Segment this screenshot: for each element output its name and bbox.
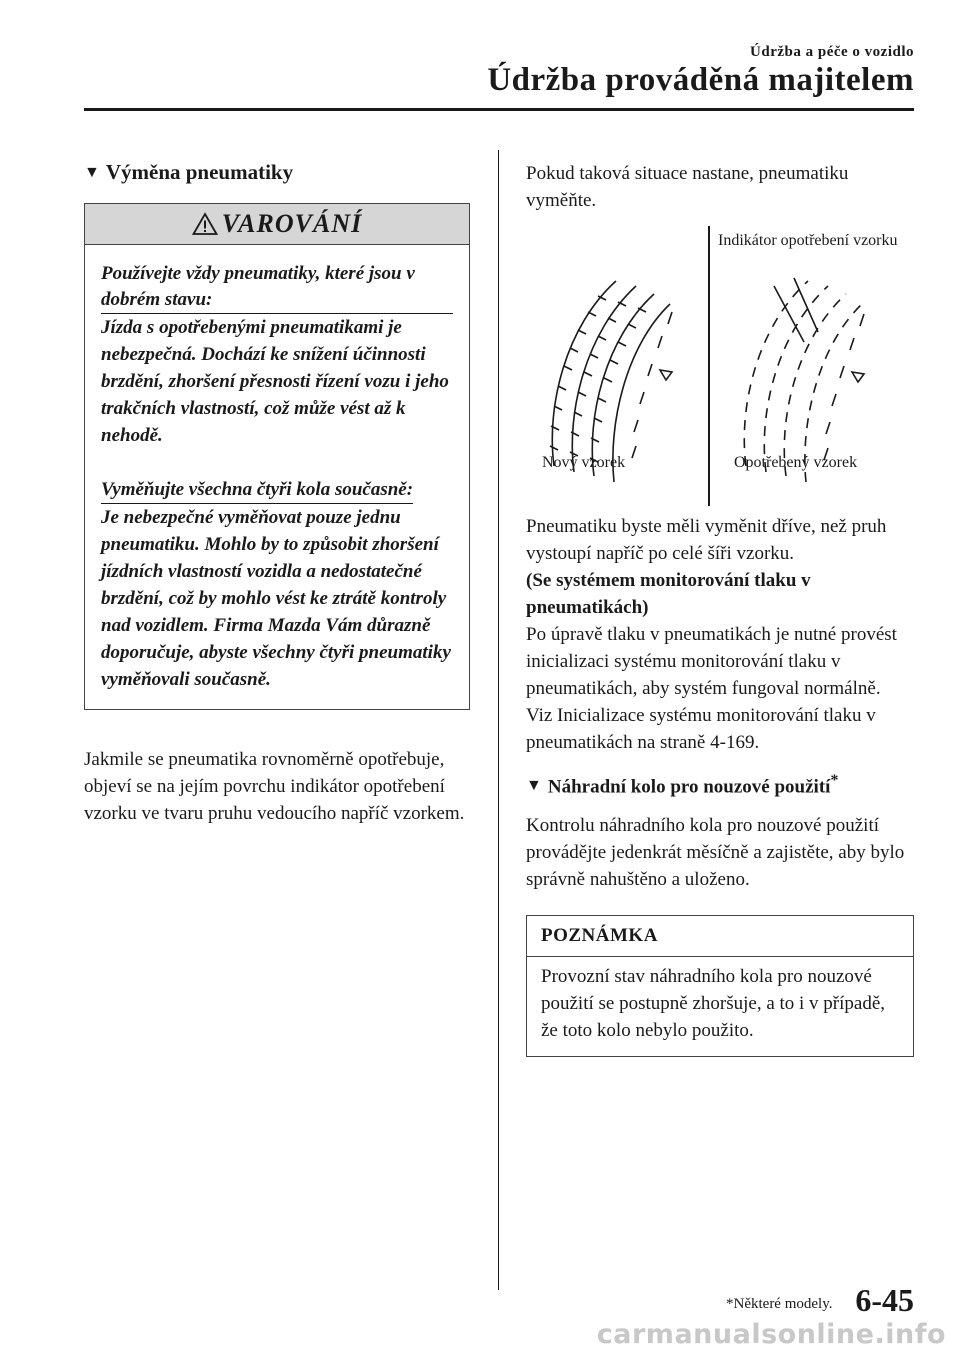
spare-title: Náhradní kolo pro nouzové použití — [547, 776, 831, 798]
left-column — [84, 160, 474, 827]
note-title: POZNÁMKA — [527, 916, 913, 957]
spare-wheel-paragraph: Kontrolu náhradního kola pro nouzové použití provádějte jedenkrát měsíčně a zajistěte, aby bylo správně nahuštěno a uloženo. — [526, 815, 905, 891]
warning-header — [85, 204, 469, 245]
column-divider — [498, 150, 499, 1290]
warning-heading-good-tires: Používejte vždy pneumatiky, které jsou v dobrém stavu: — [101, 261, 453, 314]
footnote-some-models: *Některé modely. — [726, 1296, 833, 1312]
note-box — [526, 915, 914, 1057]
tread-wear-figure — [526, 220, 916, 505]
indicator-label: Indikátor opotřebení vzorku — [718, 232, 898, 249]
warning-body — [85, 245, 469, 709]
note-text: Provozní stav náhradního kola pro nouzové použití se postupně zhoršuje, a to i v případě, že toto kolo nebylo použito. — [541, 966, 886, 1042]
header-rule — [84, 108, 914, 111]
warning-heading-replace-all: Vyměňujte všechna čtyři kola současně: — [101, 477, 413, 504]
warning-title: VAROVÁNÍ — [221, 209, 363, 238]
tpms-heading: (Se systémem monitorování tlaku v pneumatikách) — [526, 570, 811, 618]
replace-before-paragraph: Pneumatiku byste měli vyměnit dříve, než pruh vystoupí napříč po celé šíři vzorku. — [526, 516, 887, 564]
chapter-subtitle: Údržba a péče o vozidlo — [750, 44, 914, 60]
worn-tread-label: Opotřebený vzorek — [734, 454, 858, 471]
new-tread-label: Nový vzorek — [542, 454, 626, 471]
chapter-title: Údržba prováděná majitelem — [487, 62, 914, 98]
warning-box — [84, 203, 470, 710]
right-column — [526, 160, 916, 1057]
warning-triangle-icon — [192, 212, 218, 236]
warning-text-replace-all: Je nebezpečné vyměňovat pouze jednu pneumatiku. Mohlo by to způsobit zhoršení jízdních vlastností vozidla a nedostatečné brzdění, což by mohlo vést ke ztrátě kontroly nad vozidlem. Firma Mazda Vám důrazně doporučuje, abyste všechny čtyři pneumatiky vyměňovali současně. — [101, 507, 451, 690]
section-heading-spare-wheel — [526, 772, 916, 798]
section-heading-tire-replacement — [84, 160, 474, 185]
figure-divider — [708, 226, 710, 506]
warning-text-worn-tires: Jízda s opotřebenými pneumatikami je nebezpečná. Dochází ke snížení účinnosti brzdění, zhoršení přesnosti řízení vozu i jeho trakčních vlastností, což může vést až k nehodě. — [101, 317, 449, 446]
triangle-marker-icon: ▼ — [526, 777, 542, 795]
wear-indicator-paragraph: Jakmile se pneumatika rovnoměrně opotřebuje, objeví se na jejím povrchu indikátor opotřebení vzorku ve tvaru pruhu vedoucího napříč vzorkem. — [84, 749, 465, 824]
replace-intro: Pokud taková situace nastane, pneumatiku vyměňte. — [526, 163, 849, 211]
tpms-reference: Viz Inicializace systému monitorování tlaku v pneumatikách na straně 4-169. — [526, 705, 876, 753]
section-title: Výměna pneumatiky — [105, 160, 294, 184]
some-models-mark: * — [830, 772, 839, 789]
triangle-marker-icon: ▼ — [84, 164, 100, 181]
watermark: carmanualsonline.info — [596, 1319, 946, 1350]
tpms-init-paragraph: Po úpravě tlaku v pneumatikách je nutné provést inicializaci systému monitorování tlaku v pneumatikách, aby systém fungoval normálně. — [526, 624, 897, 699]
page-number: 6-45 — [855, 1282, 914, 1318]
